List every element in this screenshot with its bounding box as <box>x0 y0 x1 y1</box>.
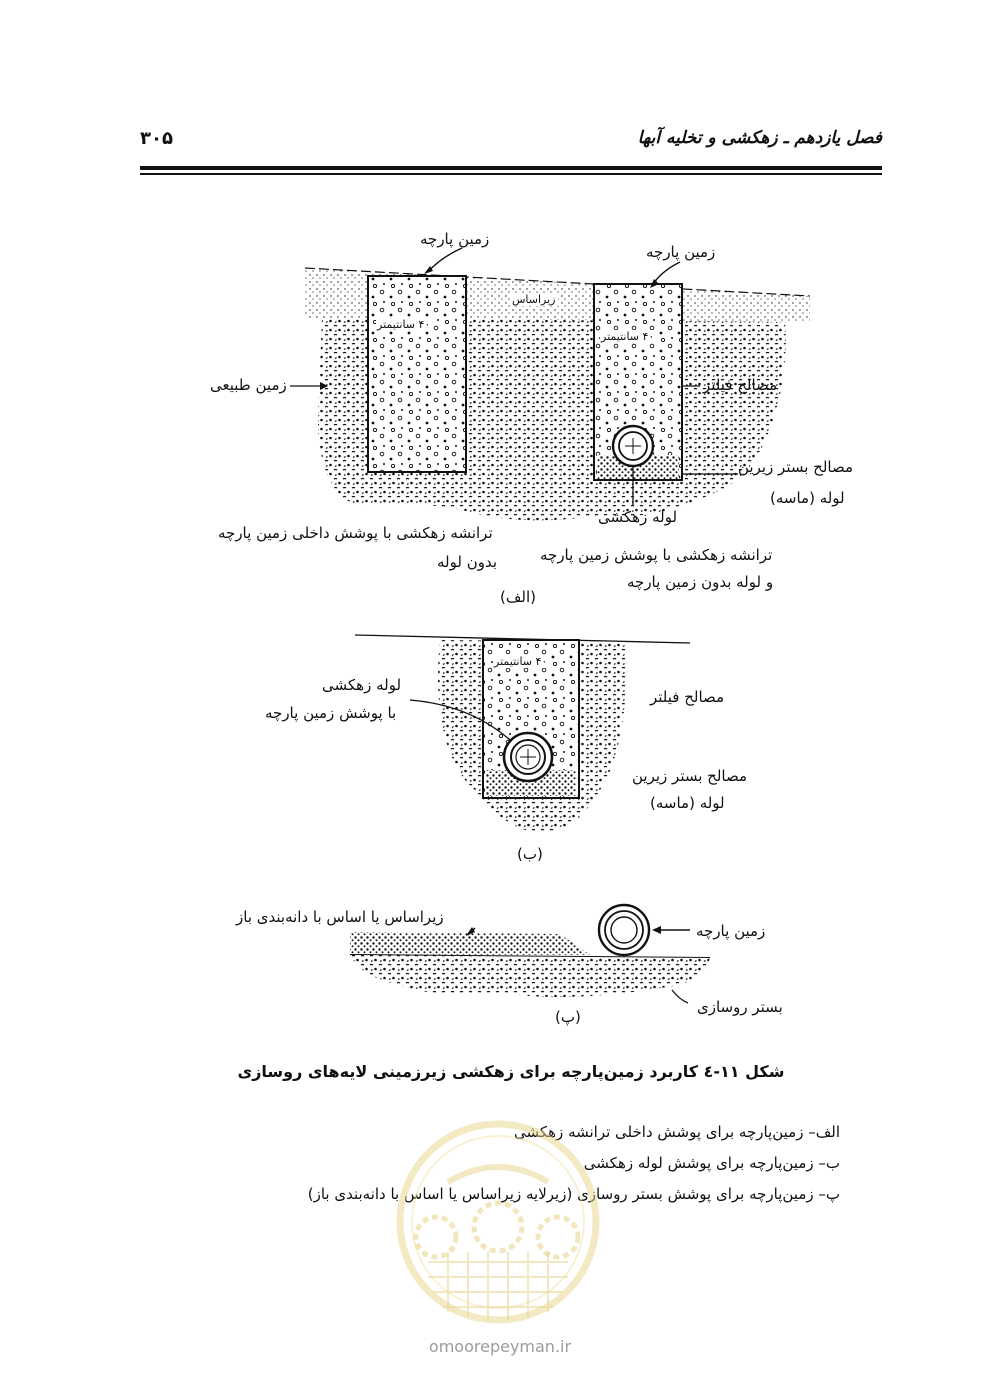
watermark-logo <box>388 1112 608 1342</box>
label-filter-b: مصالح فیلتر <box>650 688 725 706</box>
label-bedding-a-1: مصالح بستر زیرین <box>738 458 854 476</box>
desc-a-left-2: بدون لوله <box>437 553 498 571</box>
figure-caption: شکل ۱۱-٤ کاربرد زمین‌پارچه برای زهکشی زیرزمینی لایه‌های روسازی <box>237 1062 785 1081</box>
label-bedding-a-2: لوله (ماسه) <box>770 489 845 507</box>
part-label-c: (پ) <box>555 1008 581 1026</box>
desc-a-right-1: ترانشه زهکشی با پوشش زمین پارچه <box>540 546 773 564</box>
desc-a-left-1: ترانشه زهکشی با پوشش داخلی زمین پارچه <box>218 524 493 542</box>
watermark-site: omoorepeyman.ir <box>428 1337 572 1356</box>
label-bedding-b-2: لوله (ماسه) <box>650 794 725 812</box>
part-label-b: (ب) <box>517 845 543 863</box>
label-40cm-b: ۴۰ سانتیمتر <box>494 655 548 668</box>
part-label-a: (الف) <box>500 588 536 606</box>
label-40cm-a-left: ۴۰ سانتیمتر <box>377 318 431 331</box>
label-pipe-b-1: لوله زهکشی <box>322 676 402 694</box>
label-geotextile-a-right: زمین پارچه <box>646 243 716 261</box>
page-number: ۳۰۵ <box>140 128 173 149</box>
legend-item-b: ب– زمین‌پارچه برای پوشش لوله زهکشی <box>583 1154 840 1172</box>
legend-item-c: پ– زمین‌پارچه برای پوشش بستر روسازی (زیرلایه زیراساس یا اساس با دانه‌بندی باز) <box>307 1185 840 1203</box>
label-drain-pipe-a: لوله زهکشی <box>598 508 678 526</box>
label-subbase-a: زیراساس <box>512 293 556 306</box>
label-geotextile-c: زمین پارچه <box>696 922 766 940</box>
label-subgrade-c: بستر روسازی <box>697 998 783 1016</box>
label-natural-ground: زمین طبیعی <box>210 376 287 394</box>
label-pipe-b-2: با پوشش زمین پارچه <box>265 704 397 722</box>
label-bedding-b-1: مصالح بستر زیرین <box>632 767 748 785</box>
chapter-title: فصل یازدهم ـ زهکشی و تخلیه آبها <box>637 128 882 148</box>
label-filter-a: مصالح فیلتر <box>703 376 778 394</box>
legend-item-a: الف– زمین‌پارچه برای پوشش داخلی ترانشه زهکشی <box>513 1123 840 1141</box>
label-subbase-c: زیراساس یا اساس با دانه‌بندی باز <box>236 908 444 926</box>
desc-a-right-2: و لوله بدون زمین پارچه <box>627 573 774 591</box>
label-40cm-a-right: ۴۰ سانتیمتر <box>601 330 655 343</box>
label-geotextile-a-left: زمین پارچه <box>420 230 490 248</box>
